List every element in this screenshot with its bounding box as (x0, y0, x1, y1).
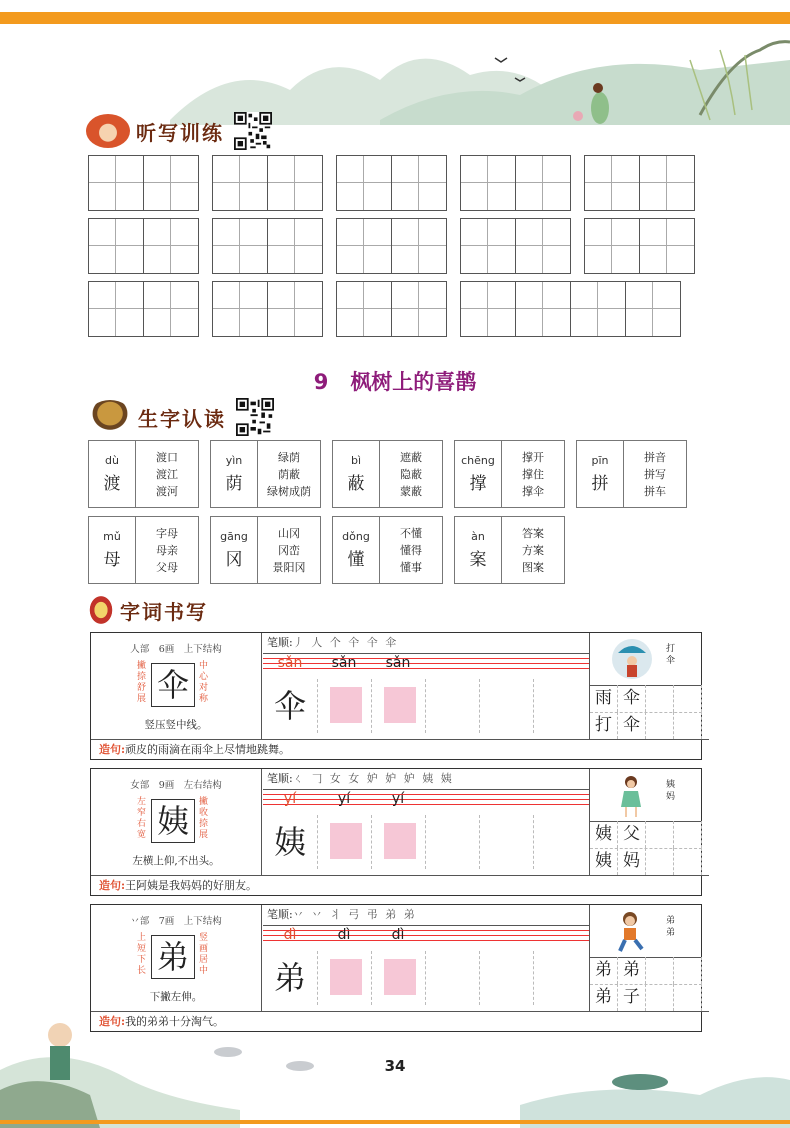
word-blank[interactable] (646, 685, 674, 712)
word-char: 弟 (618, 957, 646, 984)
char-card (210, 440, 321, 508)
word: 渡江 (156, 467, 178, 481)
char-info-panel (91, 769, 262, 875)
char-info-panel (91, 633, 262, 739)
sentence-label: 造句: (99, 879, 126, 892)
word-blank[interactable] (646, 712, 674, 739)
practice-cell[interactable] (425, 679, 480, 733)
word: 答案 (522, 526, 544, 540)
word: 方案 (522, 543, 544, 557)
word: 不懂 (400, 526, 422, 540)
stroke-sequence: ㄑ 𠃌 女 女 妒 妒 妒 姨 姨 (292, 772, 454, 785)
practice-grid (263, 951, 589, 1011)
model-char: 弟 (151, 935, 195, 979)
practice-model-char: 弟 (273, 959, 306, 997)
word-blank[interactable] (646, 984, 674, 1011)
word: 撑伞 (522, 484, 544, 498)
char-meta: 女部 9画 左右结构 (130, 780, 222, 791)
pinyin: bì (350, 454, 362, 467)
word-row (590, 957, 702, 985)
word: 拼车 (644, 484, 666, 498)
dictation-box[interactable] (460, 281, 681, 337)
fox-mascot-icon (86, 114, 130, 148)
stroke-order (263, 905, 589, 926)
word-char: 姨 (590, 821, 618, 848)
writing-tip-left: 上短下长 (137, 933, 147, 976)
illustration-caption: 打伞 (666, 644, 676, 666)
trace-cell[interactable] (317, 679, 372, 733)
lesson-name: 枫树上的喜鹊 (350, 370, 477, 394)
word: 撑开 (522, 450, 544, 464)
word-blank[interactable] (646, 957, 674, 984)
word: 景阳冈 (272, 560, 306, 574)
char-card (576, 440, 687, 508)
word-blank[interactable] (674, 821, 702, 848)
word-row (590, 984, 702, 1011)
dictation-box[interactable] (88, 218, 199, 274)
word: 荫蔽 (278, 467, 300, 481)
char-card (454, 516, 565, 584)
word-practice (589, 821, 702, 875)
sentence-row (91, 875, 709, 896)
stroke-sequence: 丷 丷 丬 弓 弔 弟 弟 (292, 908, 417, 921)
practice-cell[interactable] (533, 815, 588, 869)
hanzi: 撑 (469, 474, 487, 494)
pinyin: àn (471, 530, 485, 543)
word-char: 子 (618, 984, 646, 1011)
pinyin: dǒng (342, 530, 370, 543)
trace-cell[interactable] (317, 815, 372, 869)
trace-cell[interactable] (371, 815, 426, 869)
illustration-panel (589, 905, 702, 958)
dictation-box[interactable] (88, 155, 199, 211)
word: 懂事 (400, 560, 422, 574)
word-char: 雨 (590, 685, 618, 712)
word-blank[interactable] (674, 712, 702, 739)
word: 山冈 (278, 526, 300, 540)
practice-cell[interactable] (479, 815, 534, 869)
pinyin-sample: dì (337, 927, 351, 943)
word: 字母 (156, 526, 178, 540)
pinyin-sample: sǎn (331, 655, 357, 671)
dictation-box[interactable] (212, 155, 323, 211)
word-blank[interactable] (674, 848, 702, 875)
practice-cell[interactable] (479, 951, 534, 1005)
char-meta: 丷部 7画 上下结构 (130, 916, 222, 927)
sentence-text: 顽皮的雨滴在雨伞上尽情地跳舞。 (125, 743, 291, 756)
practice-cell[interactable] (533, 679, 588, 733)
dictation-grid (88, 155, 698, 340)
practice-cell[interactable] (425, 815, 480, 869)
stroke-label: 笔顺: (267, 908, 293, 921)
writing-block (90, 768, 702, 896)
word: 渡河 (156, 484, 178, 498)
word-char: 父 (618, 821, 646, 848)
dictation-box[interactable] (336, 155, 447, 211)
word-row (590, 848, 702, 875)
practice-model-char: 伞 (273, 687, 306, 725)
practice-cell[interactable] (533, 951, 588, 1005)
pinyin: chēng (461, 454, 495, 467)
word-row (590, 712, 702, 739)
practice-grid (263, 815, 589, 875)
recognize-title: 生字认读 (138, 406, 226, 431)
word-practice (589, 957, 702, 1011)
dictation-box[interactable] (336, 281, 447, 337)
word: 图案 (522, 560, 544, 574)
writing-title: 字词书写 (120, 599, 208, 624)
word-blank[interactable] (674, 984, 702, 1011)
word: 撑住 (522, 467, 544, 481)
lesson-number: 9 (313, 370, 329, 394)
illustration-panel (589, 633, 702, 686)
sentence-row (91, 739, 709, 760)
practice-model-char: 姨 (273, 823, 306, 861)
running-boy-icon (612, 909, 650, 955)
writing-header (88, 594, 208, 626)
word-blank[interactable] (674, 957, 702, 984)
word-char: 打 (590, 712, 618, 739)
char-card (88, 516, 199, 584)
pinyin-sample: yí (337, 791, 351, 807)
word-blank[interactable] (674, 685, 702, 712)
dictation-box[interactable] (212, 281, 323, 337)
pinyin-sample: sǎn (385, 655, 411, 671)
writing-tip-left: 左窄右宽 (137, 797, 147, 840)
writing-note: 左横上仰,不出头。 (132, 855, 220, 867)
word-char: 伞 (618, 712, 646, 739)
word: 渡口 (156, 450, 178, 464)
word-char: 弟 (590, 957, 618, 984)
hanzi: 荫 (225, 474, 243, 494)
dictation-box[interactable] (212, 218, 323, 274)
opera-mask-mascot-icon (88, 594, 114, 626)
word: 拼音 (644, 450, 666, 464)
pinyin-sample: yí (283, 791, 297, 807)
practice-cell[interactable] (425, 951, 480, 1005)
word: 隐蔽 (400, 467, 422, 481)
word-char: 伞 (618, 685, 646, 712)
dictation-box[interactable] (336, 218, 447, 274)
word: 冈峦 (278, 543, 300, 557)
trace-cell[interactable] (371, 951, 426, 1005)
qr-code-icon[interactable] (234, 112, 272, 150)
recognize-header (88, 398, 274, 436)
word: 绿荫 (278, 450, 300, 464)
dictation-title: 听写训练 (136, 120, 224, 145)
char-card (454, 440, 565, 508)
stroke-label: 笔顺: (267, 636, 293, 649)
dictation-box[interactable] (584, 218, 695, 274)
sentence-text: 我的弟弟十分淘气。 (125, 1015, 225, 1028)
dictation-box[interactable] (460, 218, 571, 274)
straw-hat-mascot-icon (88, 400, 132, 434)
char-meta: 人部 6画 上下结构 (130, 644, 222, 655)
practice-cell[interactable] (479, 679, 534, 733)
hanzi: 冈 (225, 550, 243, 570)
pinyin-row (263, 925, 589, 947)
hanzi: 蔽 (347, 474, 365, 494)
char-card (332, 440, 443, 508)
pinyin: dù (105, 454, 119, 467)
illustration-panel (589, 769, 702, 822)
hanzi: 拼 (591, 474, 609, 494)
word-row (590, 685, 702, 713)
pinyin: pīn (591, 454, 609, 467)
stroke-label: 笔顺: (267, 772, 293, 785)
word: 蒙蔽 (400, 484, 422, 498)
lesson-title (0, 366, 790, 396)
writing-tip-right: 竖画居中 (199, 933, 209, 976)
char-card (210, 516, 321, 584)
word: 拼写 (644, 467, 666, 481)
writing-note: 下撇左伸。 (149, 991, 203, 1003)
dictation-box[interactable] (88, 281, 199, 337)
sentence-label: 造句: (99, 743, 126, 756)
writing-tip-right: 中心对称 (199, 661, 209, 704)
ink-landscape-illustration (0, 20, 790, 125)
pinyin-sample: yí (391, 791, 405, 807)
word: 绿树成荫 (267, 484, 311, 498)
writing-tip-right: 撇收捺展 (199, 797, 209, 840)
word-char: 妈 (618, 848, 646, 875)
dictation-header (86, 112, 272, 150)
hanzi: 案 (469, 550, 487, 570)
char-card (332, 516, 443, 584)
hanzi: 懂 (347, 550, 365, 570)
char-card (88, 440, 199, 508)
pinyin-row (263, 789, 589, 811)
practice-grid (263, 679, 589, 739)
sentence-label: 造句: (99, 1015, 126, 1028)
word-char: 姨 (590, 848, 618, 875)
stroke-order (263, 769, 589, 790)
word-practice (589, 685, 702, 739)
pinyin-sample: dì (391, 927, 405, 943)
writing-block (90, 632, 702, 760)
trace-cell[interactable] (371, 679, 426, 733)
writing-tip-left: 撇捺舒展 (137, 661, 147, 704)
word-blank[interactable] (646, 848, 674, 875)
word-blank[interactable] (646, 821, 674, 848)
dictation-box[interactable] (460, 155, 571, 211)
writing-note: 竖压竖中线。 (144, 719, 208, 731)
sentence-text: 王阿姨是我妈妈的好朋友。 (125, 879, 258, 892)
word: 父母 (156, 560, 178, 574)
word: 母亲 (156, 543, 178, 557)
pinyin: mǔ (103, 530, 121, 543)
pinyin: gāng (220, 530, 248, 543)
hanzi: 渡 (103, 474, 121, 494)
char-info-panel (91, 905, 262, 1011)
umbrella-girl-icon (610, 637, 654, 681)
word-char: 弟 (590, 984, 618, 1011)
dictation-box[interactable] (584, 155, 695, 211)
pinyin-row (263, 653, 589, 675)
illustration-caption: 弟弟 (666, 916, 676, 938)
qr-code-icon[interactable] (236, 398, 274, 436)
illustration-caption: 姨妈 (666, 780, 676, 802)
page-number: 34 (384, 1057, 406, 1075)
pinyin-sample: sǎn (277, 655, 303, 671)
word: 懂得 (400, 543, 422, 557)
stroke-sequence: 丿 人 个 仐 仐 伞 (292, 636, 399, 649)
trace-cell[interactable] (317, 951, 372, 1005)
pinyin-sample: dì (283, 927, 297, 943)
stroke-order (263, 633, 589, 654)
pinyin: yìn (225, 454, 243, 467)
hanzi: 母 (103, 550, 121, 570)
model-char: 伞 (151, 663, 195, 707)
word: 遮蔽 (400, 450, 422, 464)
word-row (590, 821, 702, 849)
model-char: 姨 (151, 799, 195, 843)
aunt-figure-icon (614, 773, 648, 819)
